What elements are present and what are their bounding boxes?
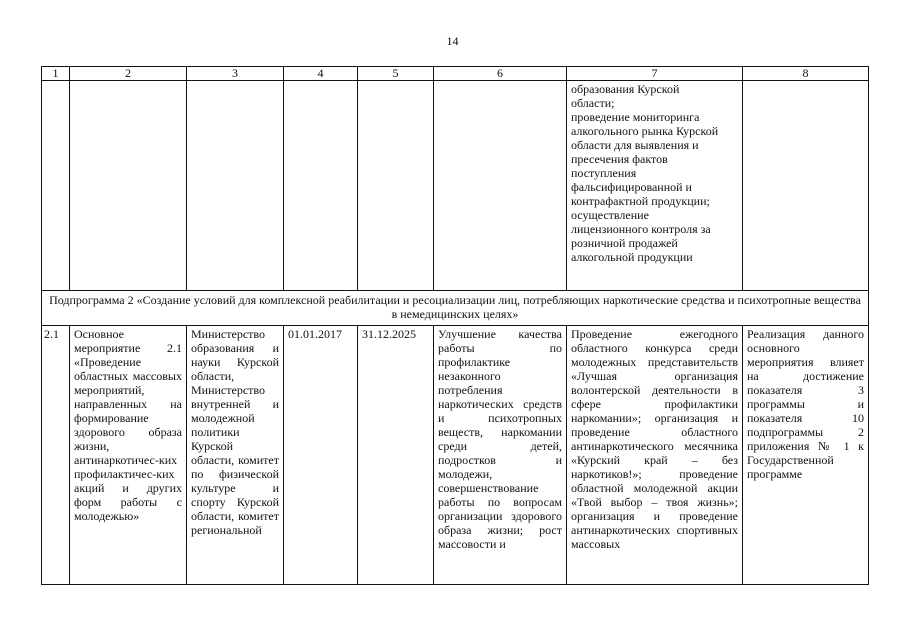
cell-empty: [70, 81, 187, 291]
executors-cell: Министерство образования и науки Курской области, Министерство внутренней и молодежной политики Курской области, комитет по физической культуре и спорту Курской области, комитет региональной: [187, 326, 284, 585]
page-number: 14: [446, 34, 459, 48]
subprogram-row: [42, 291, 869, 326]
column-header-6: 6: [434, 67, 567, 81]
activity-line: осуществление: [571, 208, 649, 222]
column-header-2: 2: [70, 67, 187, 81]
end-date-cell: 31.12.2025: [358, 326, 434, 585]
column-header-5: 5: [358, 67, 434, 81]
column-header-3: 3: [187, 67, 284, 81]
activities-cell: Проведение ежегодного областного конкурса среди молодежных представительств «Лучшая организация волонтерской деятельности в сфере профилактики наркомании»; организация и проведение областного антинаркотического месячника «Курский край – без наркотиков!»; проведение областной молодежной акции «Твой выбор – твоя жизнь»; организация и проведение антинаркотических спортивных массовых: [567, 326, 743, 585]
activity-line: пресечения фактов: [571, 152, 668, 166]
column-header-1: 1: [42, 67, 70, 81]
cell-empty: [434, 81, 567, 291]
activity-line: образования Курской: [571, 82, 680, 96]
continuation-row: [42, 81, 869, 291]
activity-line: алкогольной продукции: [571, 250, 693, 264]
column-header-row: [42, 67, 869, 81]
column-header-8: 8: [743, 67, 869, 81]
cell-empty: [187, 81, 284, 291]
cell-empty: [284, 81, 358, 291]
activity-line: проведение мониторинга: [571, 110, 700, 124]
activity-line: области для выявления и: [571, 138, 699, 152]
cell-empty: [743, 81, 869, 291]
activity-line: лицензионного контроля за: [571, 222, 711, 236]
activity-line: фальсифицированной и: [571, 180, 692, 194]
activity-line: области;: [571, 96, 615, 110]
program-table: [41, 66, 869, 585]
activity-line: контрафактной продукции;: [571, 194, 710, 208]
subprogram-title: Подпрограмма 2 «Создание условий для комплексной реабилитации и ресоциализации лиц, потребляющих наркотические средства и психотропные вещества в немедицинских целях»: [42, 291, 869, 326]
start-date-cell: 01.01.2017: [284, 326, 358, 585]
activity-line: розничной продажей: [571, 236, 678, 250]
cell-empty: [42, 81, 70, 291]
activity-line: алкогольного рынка Курской: [571, 124, 719, 138]
activity-line: поступления: [571, 166, 637, 180]
column-header-4: 4: [284, 67, 358, 81]
table-row-2-1: [42, 326, 869, 585]
row-number: 2.1: [42, 326, 70, 585]
indicator-link-cell: Реализация данного основного мероприятия влияет на достижение показателя 3 программы и показателя 10 подпрограммы 2 приложения № 1 к Государственной программе: [743, 326, 869, 585]
continuation-activities-cell: [567, 81, 743, 291]
event-name-cell: Основное мероприятие 2.1 «Проведение областных массовых мероприятий, направленных на формирование здорового образа жизни, антинаркотичес-ких профилактичес-ких акций и других форм работы с молодежью»: [70, 326, 187, 585]
column-header-7: 7: [567, 67, 743, 81]
expected-result-cell: Улучшение качества работы по профилактике незаконного потребления наркотических средств и психотропных веществ, наркомании среди детей, подростков и молодежи, совершенствование работы по вопросам организации здорового образа жизни; рост массовости и: [434, 326, 567, 585]
cell-empty: [358, 81, 434, 291]
